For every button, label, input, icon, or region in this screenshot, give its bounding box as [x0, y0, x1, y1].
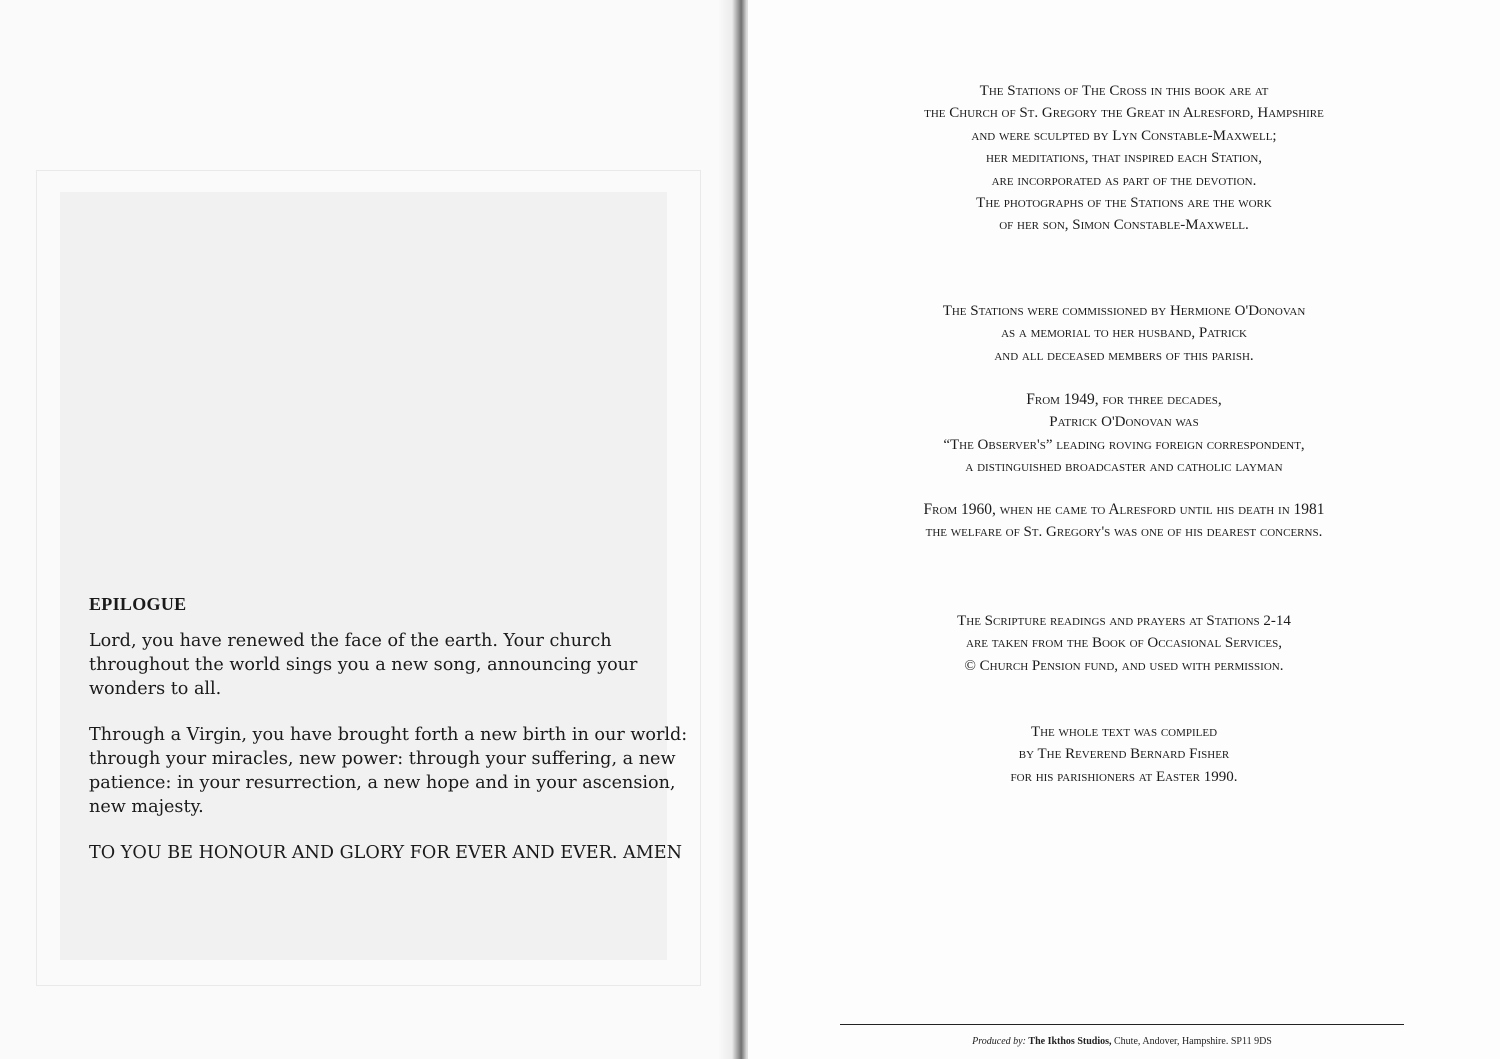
epilogue-paragraph-2: Through a Virgin, you have brought forth a new birth in our world: through your miracles, new power: through your suffering, a new patience: in your resurrection, a new hope and in your ascension, new majesty.: [89, 725, 688, 817]
text-line: the Church of St. Gregory the Great in Alresford, Hampshire: [924, 105, 1324, 122]
text-line: The Stations of The Cross in this book are at: [979, 83, 1269, 99]
epilogue-paragraph-3: TO YOU BE HONOUR AND GLORY FOR EVER AND EVER. AMEN: [89, 843, 682, 863]
text-line: and all deceased members of this parish.: [994, 347, 1254, 364]
text-line: © Church Pension fund, and used with permission.: [964, 657, 1284, 674]
epilogue-section: [89, 594, 689, 887]
text-line: are taken from the Book of Occasional Services,: [966, 635, 1282, 652]
footer-rule: [840, 1024, 1404, 1025]
text-line: The Scripture readings and prayers at Stations 2-14: [957, 613, 1291, 629]
dedication-block-compiler: [748, 721, 1500, 788]
text-line: for his parishioners at Easter 1990.: [1010, 768, 1238, 785]
producer-label: Produced by:: [972, 1036, 1026, 1047]
text-line: Patrick O'Donovan was: [1049, 414, 1199, 431]
text-line: From 1960, when he came to Alresford until his death in 1981: [923, 501, 1325, 518]
text-line: of her son, Simon Constable-Maxwell.: [999, 217, 1249, 234]
text-line: her meditations, that inspired each Station,: [985, 150, 1263, 167]
text-line: the welfare of St. Gregory's was one of his dearest concerns.: [925, 524, 1323, 541]
dedication-block-commission: [748, 300, 1500, 367]
text-line: are incorporated as part of the devotion.: [991, 172, 1257, 189]
producer-address: Chute, Andover, Hampshire. SP11 9DS: [1114, 1036, 1272, 1047]
dedication-block-scripture: [748, 610, 1500, 677]
epilogue-heading: EPILOGUE: [89, 594, 187, 614]
producer-credit: [840, 1036, 1404, 1047]
text-line: “The Observer's” leading roving foreign correspondent,: [943, 436, 1305, 453]
left-page: [0, 0, 735, 1059]
text-line: by The Reverend Bernard Fisher: [1018, 746, 1230, 763]
text-line: The photographs of the Stations are the work: [976, 195, 1272, 212]
text-line: and were sculpted by Lyn Constable-Maxwell;: [971, 127, 1277, 144]
dedication-block-alresford: [748, 499, 1500, 544]
dedication-block-biography: [748, 389, 1500, 479]
epilogue-paragraph-1: Lord, you have renewed the face of the earth. Your church throughout the world sings you a new song, announcing your wonders to all.: [89, 631, 638, 699]
text-line: The Stations were commissioned by Hermione O'Donovan: [942, 303, 1306, 319]
right-page: [748, 0, 1500, 1059]
text-line: The whole text was compiled: [1030, 724, 1218, 740]
dedication-block-stations: [748, 80, 1500, 237]
text-line: From 1949, for three decades,: [1026, 391, 1222, 408]
text-line: as a memorial to her husband, Patrick: [1001, 325, 1247, 342]
producer-studio: The Ikthos Studios,: [1028, 1036, 1112, 1047]
text-line: a distinguished broadcaster and catholic layman: [965, 459, 1283, 476]
